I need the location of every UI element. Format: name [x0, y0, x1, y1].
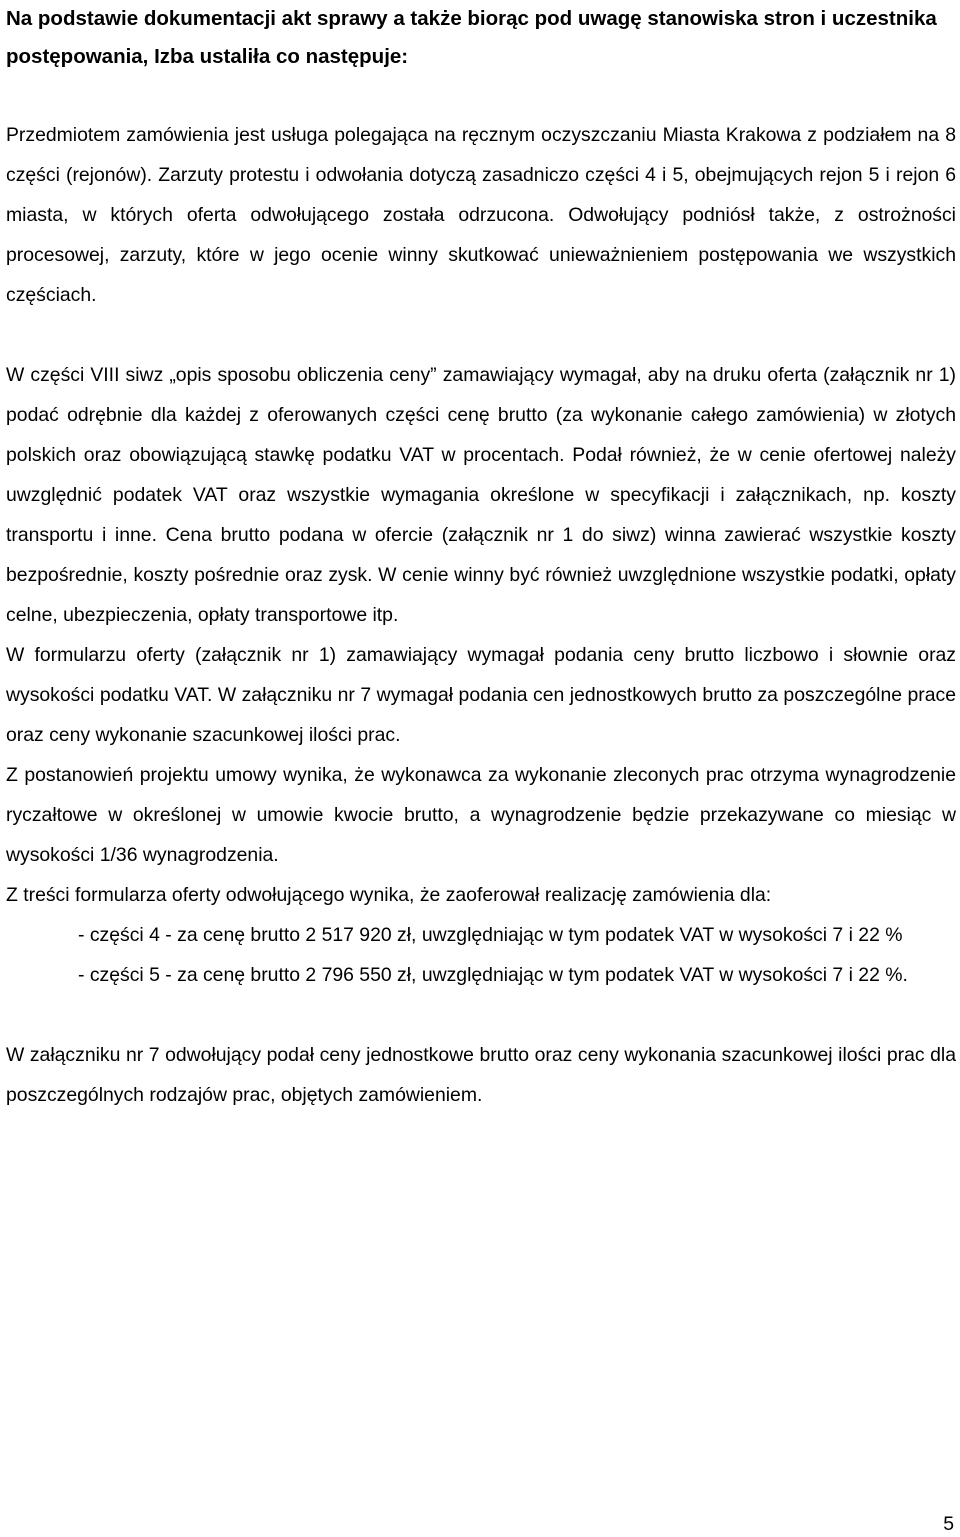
page-number: 5	[943, 1513, 954, 1535]
document-page	[6, 0, 956, 1115]
paragraph-price-calculation: W części VIII siwz „opis sposobu obliczenia ceny” zamawiający wymagał, aby na druku oferta (załącznik nr 1) podać odrębnie dla każdej z oferowanych części cenę brutto (za wykonanie całego zamówienia) w złotych polskich oraz obowiązującą stawkę podatku VAT w procentach. Podał również, że w cenie ofertowej należy uwzględnić podatek VAT oraz wszystkie wymagania określone w specyfikacji i załącznikach, np. koszty transportu i inne. Cena brutto podana w ofercie (załącznik nr 1 do siwz) winna zawierać wszystkie koszty bezpośrednie, koszty pośrednie oraz zysk. W cenie winny być również uwzględnione wszystkie podatki, opłaty celne, ubezpieczenia, opłaty transportowe itp.	[6, 364, 956, 626]
list-item: - części 5 - za cenę brutto 2 796 550 zł, uwzględniając w tym podatek VAT w wysokości 7 i 22 %.	[78, 964, 908, 986]
paragraph-attachment-7: W załączniku nr 7 odwołujący podał ceny jednostkowe brutto oraz ceny wykonania szacunkowej ilości prac dla poszczególnych rodzajów prac, objętych zamówieniem.	[6, 1044, 956, 1106]
paragraph-offer-content: Z treści formularza oferty odwołującego wynika, że zaoferował realizację zamówienia dla:	[6, 884, 772, 906]
offer-items-list	[6, 915, 956, 995]
paragraph-offer-form: W formularzu oferty (załącznik nr 1) zamawiający wymagał podania ceny brutto liczbowo i słownie oraz wysokości podatku VAT. W załączniku nr 7 wymagał podania cen jednostkowych brutto za poszczególne prace oraz ceny wykonanie szacunkowej ilości prac.	[6, 644, 956, 746]
section-heading: Na podstawie dokumentacji akt sprawy a także biorąc pod uwagę stanowiska stron i uczestnika postępowania, Izba ustaliła co następuje:	[6, 7, 937, 68]
paragraph-contract-terms: Z postanowień projektu umowy wynika, że wykonawca za wykonanie zleconych prac otrzyma wynagrodzenie ryczałtowe w określonej w umowie kwocie brutto, a wynagrodzenie będzie przekazywane co miesiąc w wysokości 1/36 wynagrodzenia.	[6, 764, 956, 866]
paragraph-subject: Przedmiotem zamówienia jest usługa polegająca na ręcznym oczyszczaniu Miasta Krakowa z podziałem na 8 części (rejonów). Zarzuty protestu i odwołania dotyczą zasadniczo części 4 i 5, obejmujących rejon 5 i rejon 6 miasta, w których oferta odwołującego została odrzucona. Odwołujący podniósł także, z ostrożności procesowej, zarzuty, które w jego ocenie winny skutkować unieważnieniem postępowania we wszystkich częściach.	[6, 124, 956, 306]
list-item: - części 4 - za cenę brutto 2 517 920 zł, uwzględniając w tym podatek VAT w wysokości 7 i 22 %	[78, 924, 903, 946]
